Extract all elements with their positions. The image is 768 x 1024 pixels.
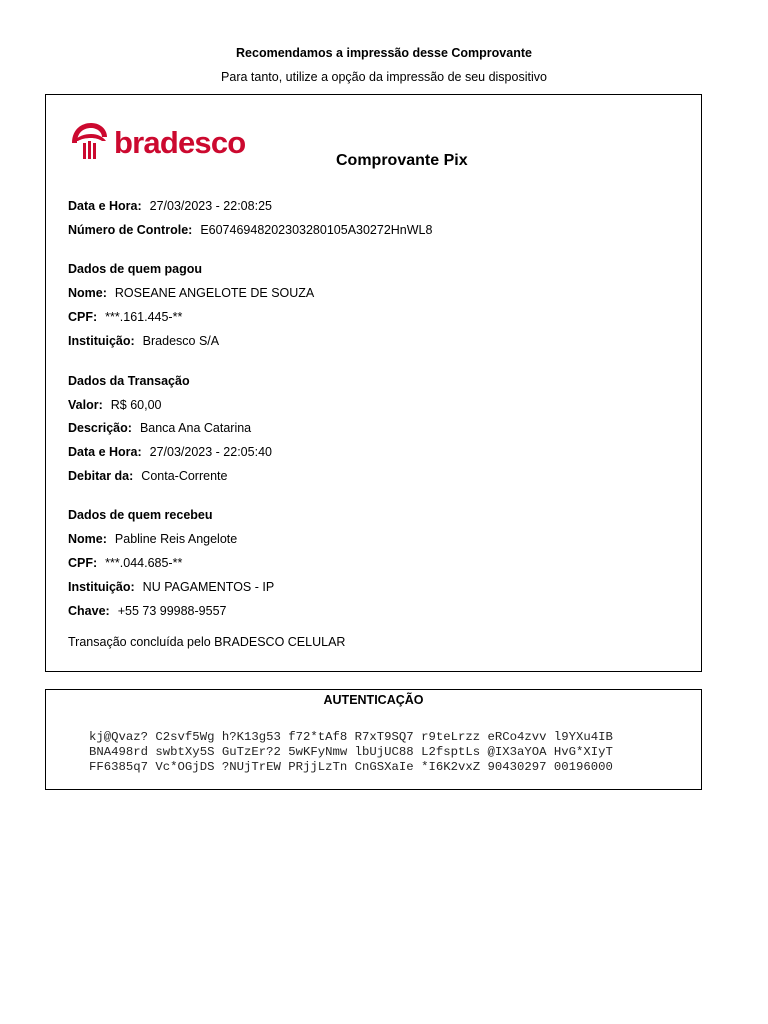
payer-name: Nome: ROSEANE ANGELOTE DE SOUZA (68, 286, 315, 300)
auth-code-line: kj@Qvaz? C2svf5Wg h?K13g53 f72*tAf8 R7xT9SQ7 r9teLrzz eRCo4zvv l9YXu4IB (89, 730, 613, 744)
payer-section-title: Dados de quem pagou (68, 262, 203, 276)
payee-institution: Instituição: NU PAGAMENTOS - IP (68, 580, 275, 594)
authentication-code (89, 730, 613, 775)
receipt-title: Comprovante Pix (336, 152, 468, 169)
authentication-box (45, 689, 702, 790)
payer-cpf: CPF: ***.161.445-** (68, 310, 183, 324)
control-number: Número de Controle: E60746948202303280105A30272HnWL8 (68, 223, 433, 237)
print-instruction: Para tanto, utilize a opção da impressão de seu dispositivo (221, 70, 547, 84)
payee-cpf: CPF: ***.044.685-** (68, 556, 183, 570)
auth-code-line: BNA498rd swbtXy5S GuTzEr?2 5wKFyNmw lbUjUC88 L2fsptLs @IX3aYOA HvG*XIyT (89, 745, 613, 759)
payer-institution: Instituição: Bradesco S/A (68, 334, 220, 348)
authentication-title: AUTENTICAÇÃO (323, 693, 424, 707)
transaction-debit-account: Debitar da: Conta-Corrente (68, 469, 228, 483)
transaction-datetime: Data e Hora: 27/03/2023 - 22:05:40 (68, 445, 272, 459)
payee-name: Nome: Pabline Reis Angelote (68, 532, 238, 546)
bradesco-logo (68, 120, 245, 164)
transaction-completion-note: Transação concluída pelo BRADESCO CELULAR (68, 635, 346, 649)
transaction-amount: Valor: R$ 60,00 (68, 398, 162, 412)
payee-pix-key: Chave: +55 73 99988-9557 (68, 604, 227, 618)
pix-receipt (45, 94, 702, 672)
bradesco-wordmark: bradesco (114, 124, 246, 160)
receipt-datetime: Data e Hora: 27/03/2023 - 22:08:25 (68, 199, 272, 213)
transaction-description: Descrição: Banca Ana Catarina (68, 421, 252, 435)
transaction-section-title: Dados da Transação (68, 374, 190, 388)
auth-code-line: FF6385q7 Vc*OGjDS ?NUjTrEW PRjjLzTn CnGSXaIe *I6K2vxZ 90430297 00196000 (89, 760, 613, 774)
payee-section-title: Dados de quem recebeu (68, 508, 213, 522)
bradesco-tree-logo-icon (68, 121, 110, 163)
print-recommendation-title: Recomendamos a impressão desse Comprovante (236, 46, 532, 60)
